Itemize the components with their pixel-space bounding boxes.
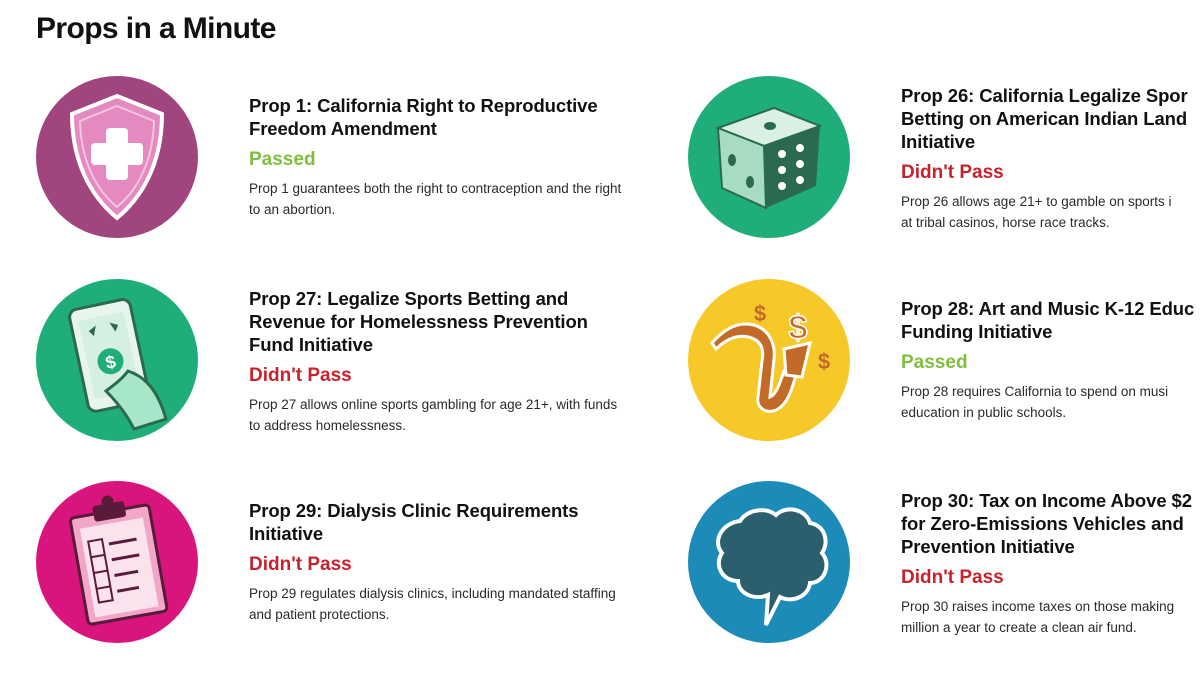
dice-icon — [688, 76, 850, 238]
prop-description: Prop 29 regulates dialysis clinics, including mandated staffing and patient protections. — [249, 586, 616, 622]
prop-description-line: at tribal casinos, horse race tracks. — [901, 215, 1110, 230]
prop-description — [901, 191, 1200, 233]
prop-title-line: Prop 30: Tax on Income Above $2 — [901, 490, 1192, 511]
prop-title — [901, 489, 1200, 558]
svg-text:$: $ — [788, 309, 808, 347]
prop-description-line: education in public schools. — [901, 405, 1067, 420]
prop-description-line: Prop 30 raises income taxes on those making — [901, 599, 1175, 614]
prop-title — [901, 297, 1200, 343]
prop-card-27[interactable] — [36, 279, 618, 441]
prop-description — [901, 596, 1200, 638]
prop-status: Didn't Pass — [901, 567, 1004, 588]
prop-card-28[interactable] — [688, 279, 1195, 441]
prop-title: Prop 1: California Right to Reproductive Freedom Amendment — [249, 95, 598, 139]
prop-description — [901, 381, 1200, 423]
prop-status: Didn't Pass — [901, 162, 1004, 183]
prop-card-1[interactable] — [36, 76, 622, 238]
prop-status: Didn't Pass — [249, 554, 352, 575]
prop-card-30[interactable] — [688, 481, 1192, 643]
prop-description-line: Prop 26 allows age 21+ to gamble on sports i — [901, 194, 1172, 209]
clipboard-icon — [36, 481, 198, 643]
prop-title-line: Prop 26: California Legalize Spor — [901, 85, 1188, 106]
svg-text:$: $ — [103, 351, 118, 374]
prop-status: Passed — [249, 149, 316, 170]
prop-status: Passed — [901, 352, 968, 373]
prop-title-line: Initiative — [901, 131, 976, 152]
prop-title-line: Prop 28: Art and Music K-12 Educ — [901, 298, 1195, 319]
prop-title-line: for Zero-Emissions Vehicles and — [901, 513, 1184, 534]
prop-status: Didn't Pass — [249, 365, 352, 386]
prop-description: Prop 27 allows online sports gambling for age 21+, with funds to address homelessness. — [249, 397, 618, 433]
prop-title — [901, 84, 1200, 153]
page-title: Props in a Minute — [36, 12, 276, 45]
prop-description: Prop 1 guarantees both the right to contraception and the right to an abortion. — [249, 181, 622, 217]
speech-cloud-icon — [688, 481, 850, 643]
svg-text:$: $ — [817, 349, 831, 374]
prop-title-line: Prevention Initiative — [901, 536, 1075, 557]
prop-title-line: Funding Initiative — [901, 321, 1053, 342]
prop-card-29[interactable] — [36, 481, 616, 643]
prop-title: Prop 29: Dialysis Clinic Requirements Initiative — [249, 500, 579, 544]
prop-card-26[interactable] — [688, 76, 1188, 238]
prop-title-line: Betting on American Indian Land — [901, 108, 1188, 129]
prop-title: Prop 27: Legalize Sports Betting and Revenue for Homelessness Prevention Fund Initiative — [249, 288, 588, 355]
shield-cross-icon — [36, 76, 198, 238]
saxophone-icon — [688, 279, 850, 441]
phone-betting-icon — [36, 279, 198, 441]
svg-text:$: $ — [753, 301, 767, 326]
prop-description-line: Prop 28 requires California to spend on musi — [901, 384, 1169, 399]
prop-description-line: million a year to create a clean air fund. — [901, 620, 1137, 635]
